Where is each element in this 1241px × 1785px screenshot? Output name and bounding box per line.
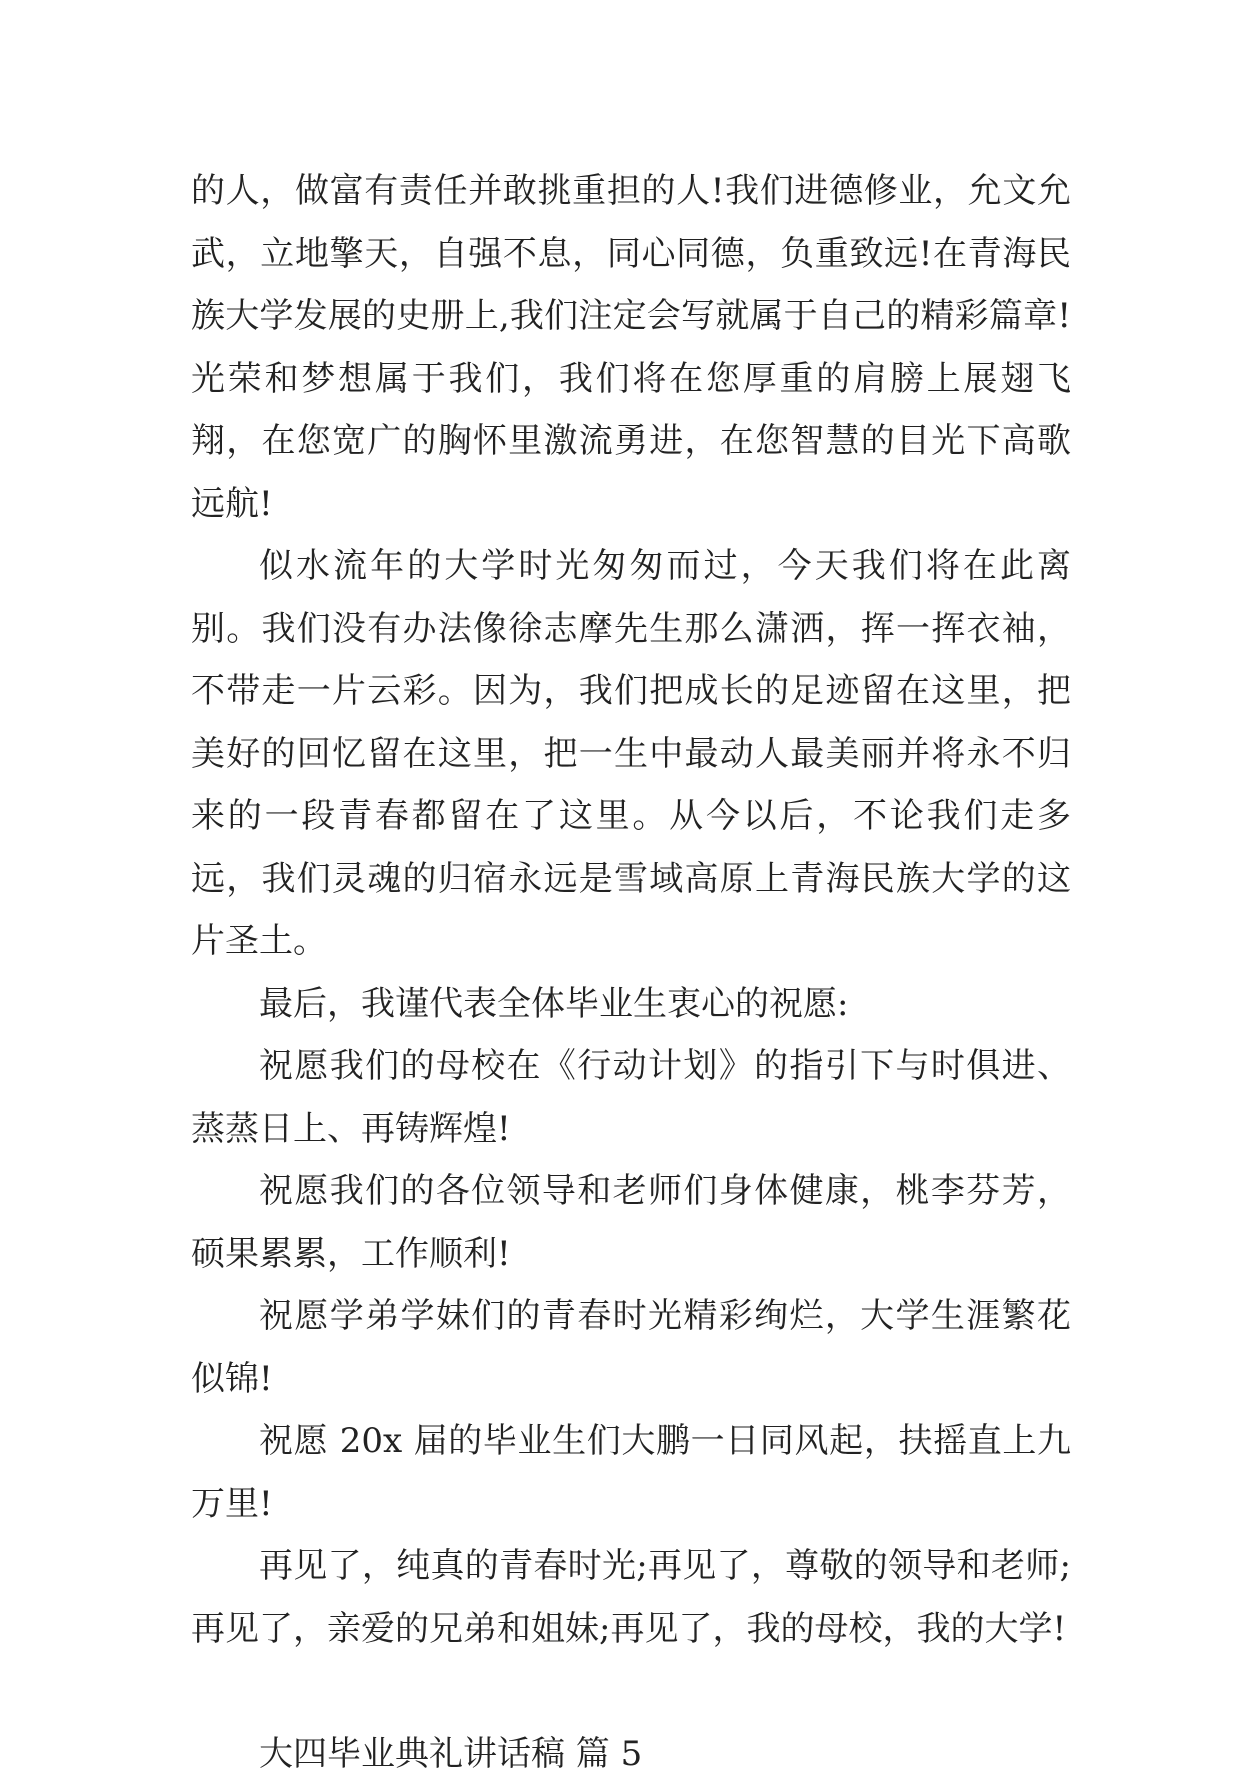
section-heading: 大四毕业典礼讲话稿 篇 5 [191, 1723, 1071, 1785]
paragraph-wish-juniors: 祝愿学弟学妹们的青春时光精彩绚烂，大学生涯繁花似锦! [191, 1285, 1071, 1410]
paragraph-continuation: 的人，做富有责任并敢挑重担的人!我们进德修业，允文允武，立地擎天，自强不息，同心同德，负重致远!在青海民族大学发展的史册上,我们注定会写就属于自己的精彩篇章!光荣和梦想属于我们，我们将在您厚重的肩膀上展翅飞翔，在您宽广的胸怀里激流勇进，在您智慧的目光下高歌远航! [191, 160, 1071, 535]
paragraph-wishes-intro: 最后，我谨代表全体毕业生衷心的祝愿: [191, 973, 1071, 1036]
body-text [191, 160, 1071, 1785]
blank-line [191, 1660, 1071, 1723]
paragraph-wish-school: 祝愿我们的母校在《行动计划》的指引下与时俱进、蒸蒸日上、再铸辉煌! [191, 1035, 1071, 1160]
paragraph-wish-graduates: 祝愿 20x 届的毕业生们大鹏一日同风起，扶摇直上九万里! [191, 1410, 1071, 1535]
paragraph-wish-teachers: 祝愿我们的各位领导和老师们身体健康，桃李芬芳，硕果累累，工作顺利! [191, 1160, 1071, 1285]
paragraph-goodbye: 再见了，纯真的青春时光;再见了，尊敬的领导和老师;再见了，亲爱的兄弟和姐妹;再见了，我的母校，我的大学! [191, 1535, 1071, 1660]
paragraph-farewell: 似水流年的大学时光匆匆而过，今天我们将在此离别。我们没有办法像徐志摩先生那么潇洒，挥一挥衣袖，不带走一片云彩。因为，我们把成长的足迹留在这里，把美好的回忆留在这里，把一生中最动人最美丽并将永不归来的一段青春都留在了这里。从今以后，不论我们走多远，我们灵魂的归宿永远是雪域高原上青海民族大学的这片圣土。 [191, 535, 1071, 973]
